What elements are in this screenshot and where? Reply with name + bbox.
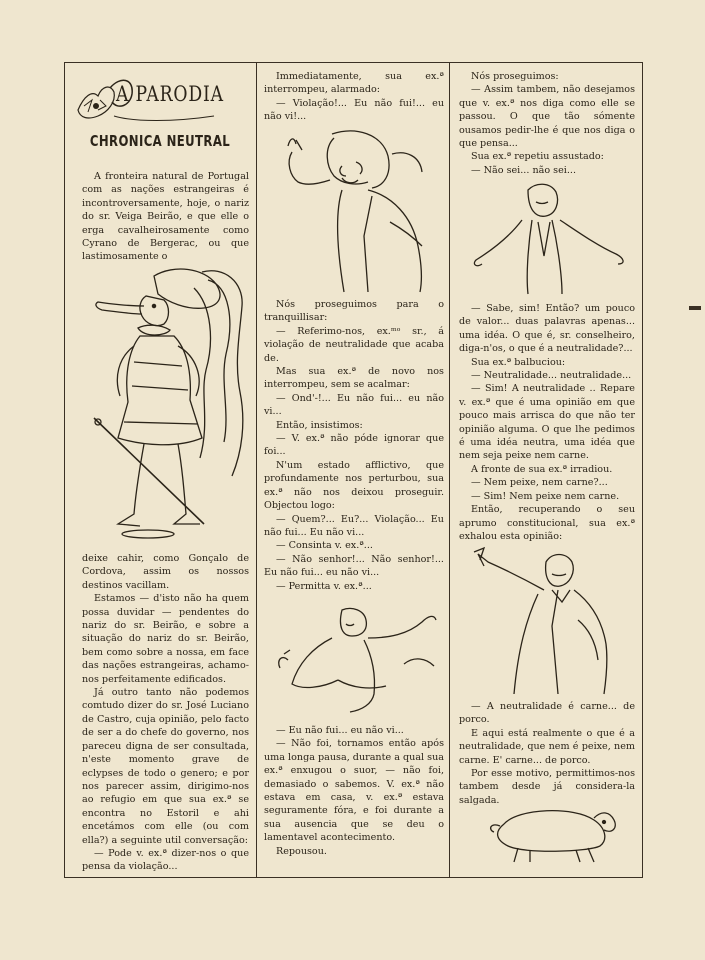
col1-top-text (82, 170, 249, 264)
pig-illustration (484, 800, 622, 866)
minister-alarmed-illustration (272, 126, 444, 294)
paragraph: — Não senhor!... Não senhor!... Eu não fui... eu não vi... (264, 553, 444, 579)
paragraph: deixe cahir, como Gonçalo de Cordova, assim os nossos destinos vacillam. (82, 553, 249, 591)
paragraph: Estamos — d'isto não ha quem possa duvidar — pendentes do nariz do sr. Beirão, e sobre a situação do nariz do sr. Beirão, bem como sobre a nossa, em face das nações estrangeiras, achamo-nos perfeitamente edificados. (82, 593, 249, 685)
paragraph: — Sim! Nem peixe nem carne. (471, 490, 620, 502)
col3-top-text (459, 70, 635, 177)
shrugging-man-icon (466, 176, 634, 296)
paragraph: — Nem peixe, nem carne?... (471, 477, 608, 489)
col3-bottom-text (459, 700, 635, 807)
column-rule-1 (256, 62, 257, 878)
paragraph: A fronteira natural de Portugal com as nações estrangeiras é incontroversamente, hoje, o nariz do sr. Veiga Beirão, e que elle o erga cavalheirosamente como Cyrano de Bergerac, ou que lastimosamente o (82, 171, 249, 263)
paragraph: Mas sua ex.ª de novo nos interrompeu, sem se acalmar: (264, 366, 444, 391)
col1-bottom-text (82, 552, 249, 874)
minister-shrugging-illustration (466, 176, 634, 296)
paragraph: Então, recuperando o seu aprumo constitucional, sua ex.ª exhalou esta opinião: (459, 504, 635, 542)
paragraph: — Violação!... Eu não fui!... eu não vi!... (264, 97, 444, 123)
paragraph: — Consinta v. ex.ª... (276, 540, 373, 552)
paragraph: — Ond'-!... Eu não fui... eu não vi... (264, 392, 444, 418)
paragraph: E aqui está realmente o que é a neutralidade, que nem é peixe, nem carne. E' carne... de porco. (459, 727, 635, 766)
paragraph: — Pode v. ex.ª dizer-nos o que pensa da violação... (82, 847, 249, 873)
paragraph: Nós proseguimos: (471, 71, 559, 82)
paragraph: — Não sei... não sei... (471, 164, 576, 176)
paragraph: Sua ex.ª balbuciou: (471, 356, 566, 368)
paragraph: — Sim! A neutralidade .. Repare v. ex.ª que é uma opinião em que pouco mais arrisca do que não ter opinião alguma. O que lhe pedimos é uma idéa neutra, uma idéa que nem seja peixe nem carne. (459, 383, 635, 462)
minister-pointing-illustration (466, 540, 634, 696)
paragraph: Por esse motivo, permittimos-nos tambem desde já considera-la salgada. (459, 768, 635, 806)
paragraph: Então, insistimos: (276, 419, 363, 431)
paragraph: — Referimo-nos, ex.ᵐᵒ sr., á violação de neutralidade que acaba de. (264, 325, 444, 364)
paragraph: Já outro tanto não podemos comtudo dizer do sr. José Luciano de Castro, cuja opinião, pelo facto de ser a do chefe do governo, nos pareceu digna de ser consultada, n'este momento grave de eclypses de todo o genero; e por nos parecer assim, dirigimo-nos ao refugio em que sua ex.ª se encontra no Estoril e ahi encetámos com elle (ou com ella?) a seguinte util conversação: (82, 687, 249, 846)
paragraph: — Neutralidade... neutralidade... (471, 370, 632, 382)
column-rule-2 (449, 62, 450, 878)
pig-icon (484, 800, 622, 866)
col2-mid-text (264, 298, 444, 593)
masthead-title: A PARODIA (116, 82, 224, 106)
paragraph: Repousou. (276, 845, 327, 857)
edge-mark (689, 306, 701, 310)
paragraph: N'um estado afflictivo, que profundamente nos perturbou, sua ex.ª não nos deixou proseguir. Objectou logo: (264, 459, 444, 512)
col2-top-text (264, 70, 444, 124)
paragraph: A fronte de sua ex.ª irradiou. (471, 463, 613, 475)
paragraph: Immediatamente, sua ex.ª interrompeu, alarmado: (264, 71, 444, 96)
paragraph: — V. ex.ª não póde ignorar que foi... (264, 433, 444, 458)
paragraph: — Sabe, sim! Então? um pouco de valor... duas palavras apenas... uma idéa. O que é, sr. conselheiro, diga-n'os, o que é a neutralidade?... (459, 303, 635, 355)
col2-bottom-text (264, 724, 444, 858)
pointing-man-icon (466, 540, 634, 696)
paragraph: — Quem?... Eu?... Violação... Eu não fui... Eu não vi... (264, 513, 444, 538)
cyrano-nose-caricature (74, 262, 252, 544)
paragraph: Sua ex.ª repetiu assustado: (471, 151, 604, 163)
paragraph: — Não foi, tornamos então após uma longa pausa, durante a qual sua ex.ª enxugou o suor, — não foi, demasiado o sabemos. V. ex.ª não estava em casa, v. ex.ª estava seguramente fóra, e foi durante a sua ausencia que se deu o lamentavel acontecimento. (264, 738, 444, 844)
article-headline: CHRONICA NEUTRAL (89, 132, 231, 150)
fleeing-man-icon (272, 604, 444, 718)
paragraph: — Eu não fui... eu não vi... (276, 725, 404, 736)
paragraph: — Permitta v. ex.ª... (276, 580, 372, 592)
paragraph: — A neutralidade é carne... de porco. (459, 701, 635, 726)
masthead-logo (74, 66, 224, 126)
minister-fleeing-illustration (272, 604, 444, 718)
caricature-figure-icon (74, 262, 252, 544)
alarmed-man-icon (272, 126, 444, 294)
col3-mid-text (459, 302, 635, 543)
paragraph: Nós proseguimos para o tranquillisar: (264, 299, 444, 324)
paragraph: — Assim tambem, não desejamos que v. ex.ª nos diga como elle se passou. O que tão sómente ousamos pedir-lhe é que nos diga o que pensa... (459, 84, 635, 150)
